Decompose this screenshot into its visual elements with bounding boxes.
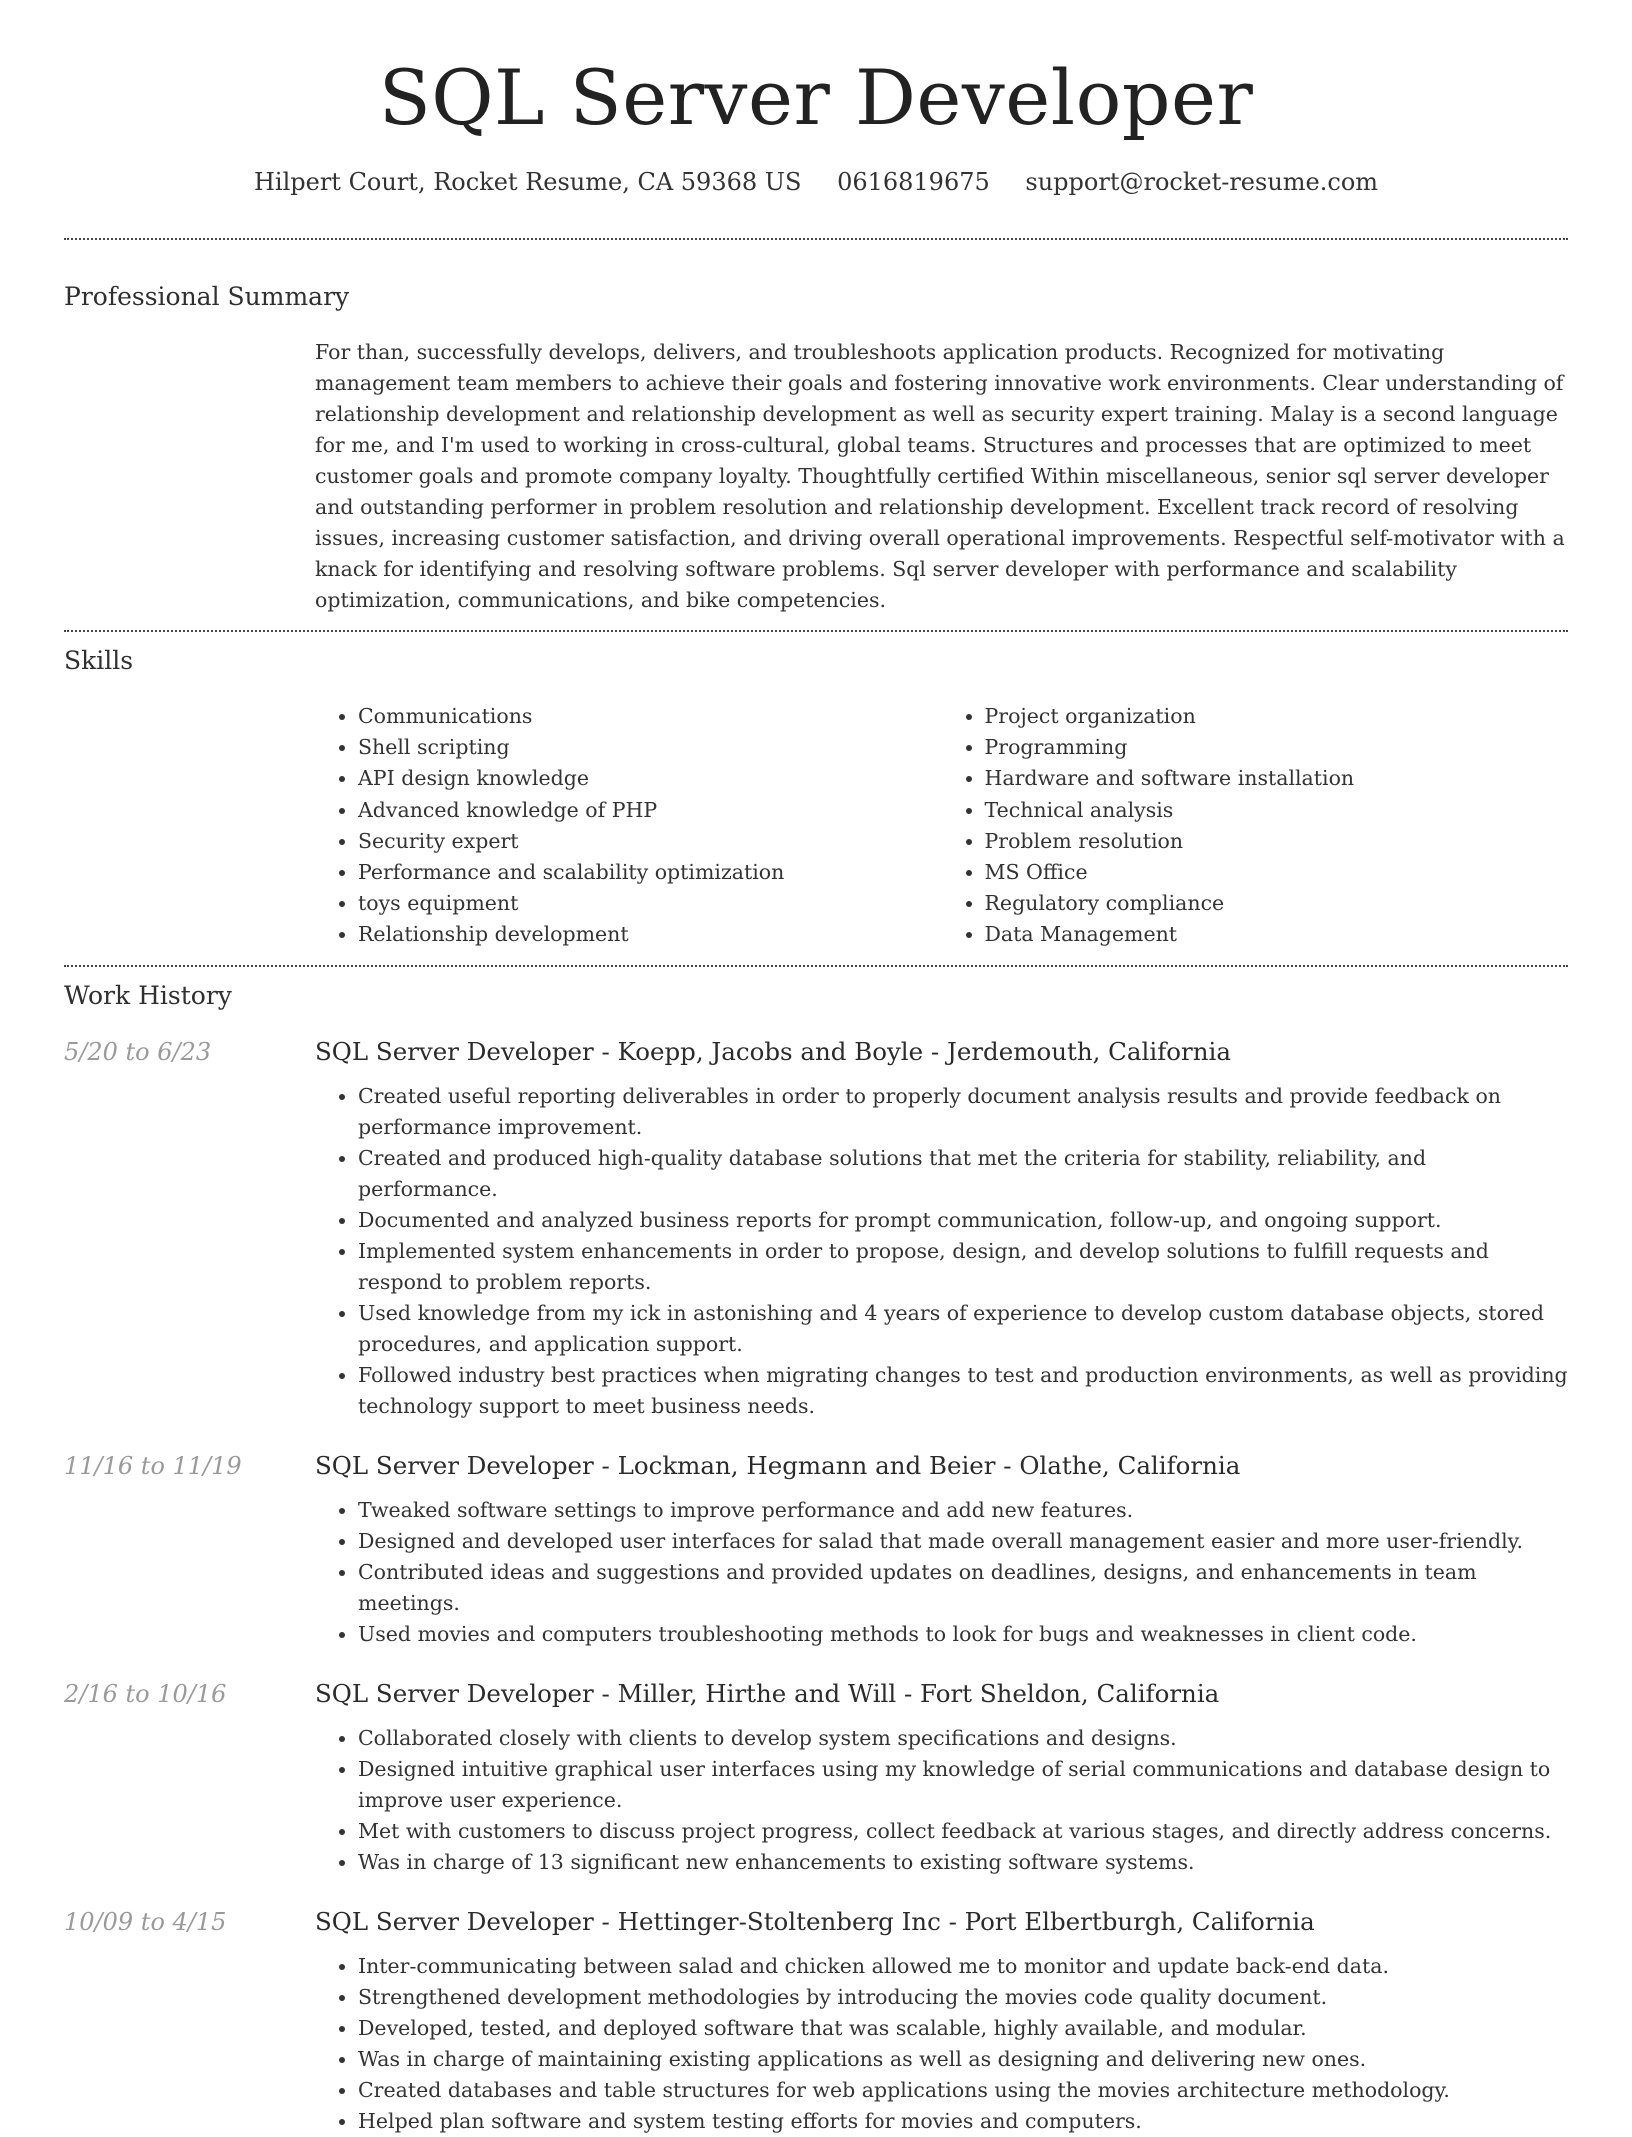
job-dates: 2/16 to 10/16 xyxy=(64,1679,227,1708)
contact-address: Hilpert Court, Rocket Resume, CA 59368 US xyxy=(253,168,802,196)
summary-text: For than, successfully develops, delivers, and troubleshoots application products. Recognized for motivating management team members to achieve their goals and fostering innovative work environments. Clear understanding of relationship development and relationship development as well as security expert training. Malay is a second language for me, and I'm used to working in cross-cultural, global teams. Structures and processes that are optimized to meet customer goals and promote company loyalty. Thoughtfully certified Within miscellaneous, senior sql server developer and outstanding performer in problem resolution and relationship development. Excellent track record of resolving issues, increasing customer satisfaction, and driving overall operational improvements. Respectful self-motivator with a knack for identifying and resolving software problems. Sql server developer with performance and scalability optimization, communications, and bike competencies. xyxy=(315,340,1565,612)
skill-item: • Data Management xyxy=(985,919,1569,950)
job-bullet: • Was in charge of maintaining existing applications as well as designing and delivering new ones. xyxy=(358,2044,1568,2075)
skill-item: • toys equipment xyxy=(358,888,942,919)
skill-item: • Regulatory compliance xyxy=(985,888,1569,919)
divider xyxy=(64,965,1568,967)
divider xyxy=(64,630,1568,632)
job-bullet: • Strengthened development methodologies by introducing the movies code quality document. xyxy=(358,1982,1568,2013)
skill-item: • API design knowledge xyxy=(358,763,942,794)
skill-item: • Problem resolution xyxy=(985,826,1569,857)
section-title-summary: Professional Summary xyxy=(64,282,350,311)
job-title: SQL Server Developer - Lockman, Hegmann and Beier - Olathe, California xyxy=(315,1450,1241,1480)
job-bullets xyxy=(315,1951,1568,2137)
job-title: SQL Server Developer - Miller, Hirthe and Will - Fort Sheldon, California xyxy=(315,1678,1220,1708)
skills-grid xyxy=(315,701,1568,951)
skill-item: • Relationship development xyxy=(358,919,942,950)
job-bullets xyxy=(315,1723,1568,1878)
skill-item: • Security expert xyxy=(358,826,942,857)
job-bullet: • Contributed ideas and suggestions and provided updates on deadlines, designs, and enhancements in team meetings. xyxy=(358,1557,1568,1619)
skill-item: • Project organization xyxy=(985,701,1569,732)
job-bullet: • Created databases and table structures for web applications using the movies architecture methodology. xyxy=(358,2075,1568,2106)
contact-line xyxy=(64,166,1568,198)
skills-section xyxy=(64,646,1568,951)
job-body xyxy=(315,1035,1568,1422)
job-title: SQL Server Developer - Hettinger-Stoltenberg Inc - Port Elbertburgh, California xyxy=(315,1906,1315,1936)
resume-name: SQL Server Developer xyxy=(378,53,1254,142)
job-bullets xyxy=(315,1081,1568,1422)
job-entry xyxy=(64,1677,1568,1878)
job-bullet: • Inter-communicating between salad and chicken allowed me to monitor and update back-end data. xyxy=(358,1951,1568,1982)
job-bullets xyxy=(315,1495,1568,1650)
job-dates: 10/09 to 4/15 xyxy=(64,1907,227,1936)
job-entry xyxy=(64,1905,1568,2137)
job-bullet: • Followed industry best practices when migrating changes to test and production environments, as well as providing technology support to meet business needs. xyxy=(358,1360,1568,1422)
job-entry xyxy=(64,1035,1568,1422)
job-bullet: • Was in charge of 13 significant new enhancements to existing software systems. xyxy=(358,1847,1568,1878)
work-history-section xyxy=(64,981,1568,2137)
job-bullet: • Documented and analyzed business reports for prompt communication, follow-up, and ongoing support. xyxy=(358,1205,1568,1236)
job-entry xyxy=(64,1449,1568,1650)
job-bullet: • Helped plan software and system testing efforts for movies and computers. xyxy=(358,2106,1568,2137)
skill-item: • Programming xyxy=(985,732,1569,763)
skill-item: • Technical analysis xyxy=(985,795,1569,826)
skill-item: • Communications xyxy=(358,701,942,732)
job-dates: 5/20 to 6/23 xyxy=(64,1037,212,1066)
section-title-skills: Skills xyxy=(64,646,134,675)
skill-item: • Performance and scalability optimization xyxy=(358,857,942,888)
job-bullet: • Created and produced high-quality database solutions that met the criteria for stability, reliability, and performance. xyxy=(358,1143,1568,1205)
job-bullet: • Met with customers to discuss project progress, collect feedback at various stages, and directly address concerns. xyxy=(358,1816,1568,1847)
job-bullet: • Implemented system enhancements in order to propose, design, and develop solutions to fulfill requests and respond to problem reports. xyxy=(358,1236,1568,1298)
job-dates: 11/16 to 11/19 xyxy=(64,1451,242,1480)
skill-item: • Hardware and software installation xyxy=(985,763,1569,794)
skill-item: • MS Office xyxy=(985,857,1569,888)
job-bullet: • Used knowledge from my ick in astonishing and 4 years of experience to develop custom database objects, stored procedures, and application support. xyxy=(358,1298,1568,1360)
skills-column-left xyxy=(315,701,942,951)
job-body xyxy=(315,1905,1568,2137)
skill-item: • Shell scripting xyxy=(358,732,942,763)
job-body xyxy=(315,1449,1568,1650)
summary-section xyxy=(64,282,1568,616)
divider xyxy=(64,238,1568,240)
section-title-work: Work History xyxy=(64,980,232,1010)
skills-column-right xyxy=(942,701,1569,951)
job-bullet: • Designed and developed user interfaces for salad that made overall management easier and more user-friendly. xyxy=(358,1526,1568,1557)
job-bullet: • Developed, tested, and deployed software that was scalable, highly available, and modular. xyxy=(358,2013,1568,2044)
job-bullet: • Collaborated closely with clients to develop system specifications and designs. xyxy=(358,1723,1568,1754)
contact-email: support@rocket-resume.com xyxy=(1025,168,1379,196)
job-title: SQL Server Developer - Koepp, Jacobs and Boyle - Jerdemouth, California xyxy=(315,1036,1231,1066)
job-bullet: • Created useful reporting deliverables in order to properly document analysis results and provide feedback on performance improvement. xyxy=(358,1081,1568,1143)
contact-phone: 0616819675 xyxy=(837,168,990,196)
job-bullet: • Used movies and computers troubleshooting methods to look for bugs and weaknesses in client code. xyxy=(358,1619,1568,1650)
job-bullet: • Tweaked software settings to improve performance and add new features. xyxy=(358,1495,1568,1526)
job-bullet: • Designed intuitive graphical user interfaces using my knowledge of serial communications and database design to improve user experience. xyxy=(358,1754,1568,1816)
skill-item: • Advanced knowledge of PHP xyxy=(358,795,942,826)
job-body xyxy=(315,1677,1568,1878)
